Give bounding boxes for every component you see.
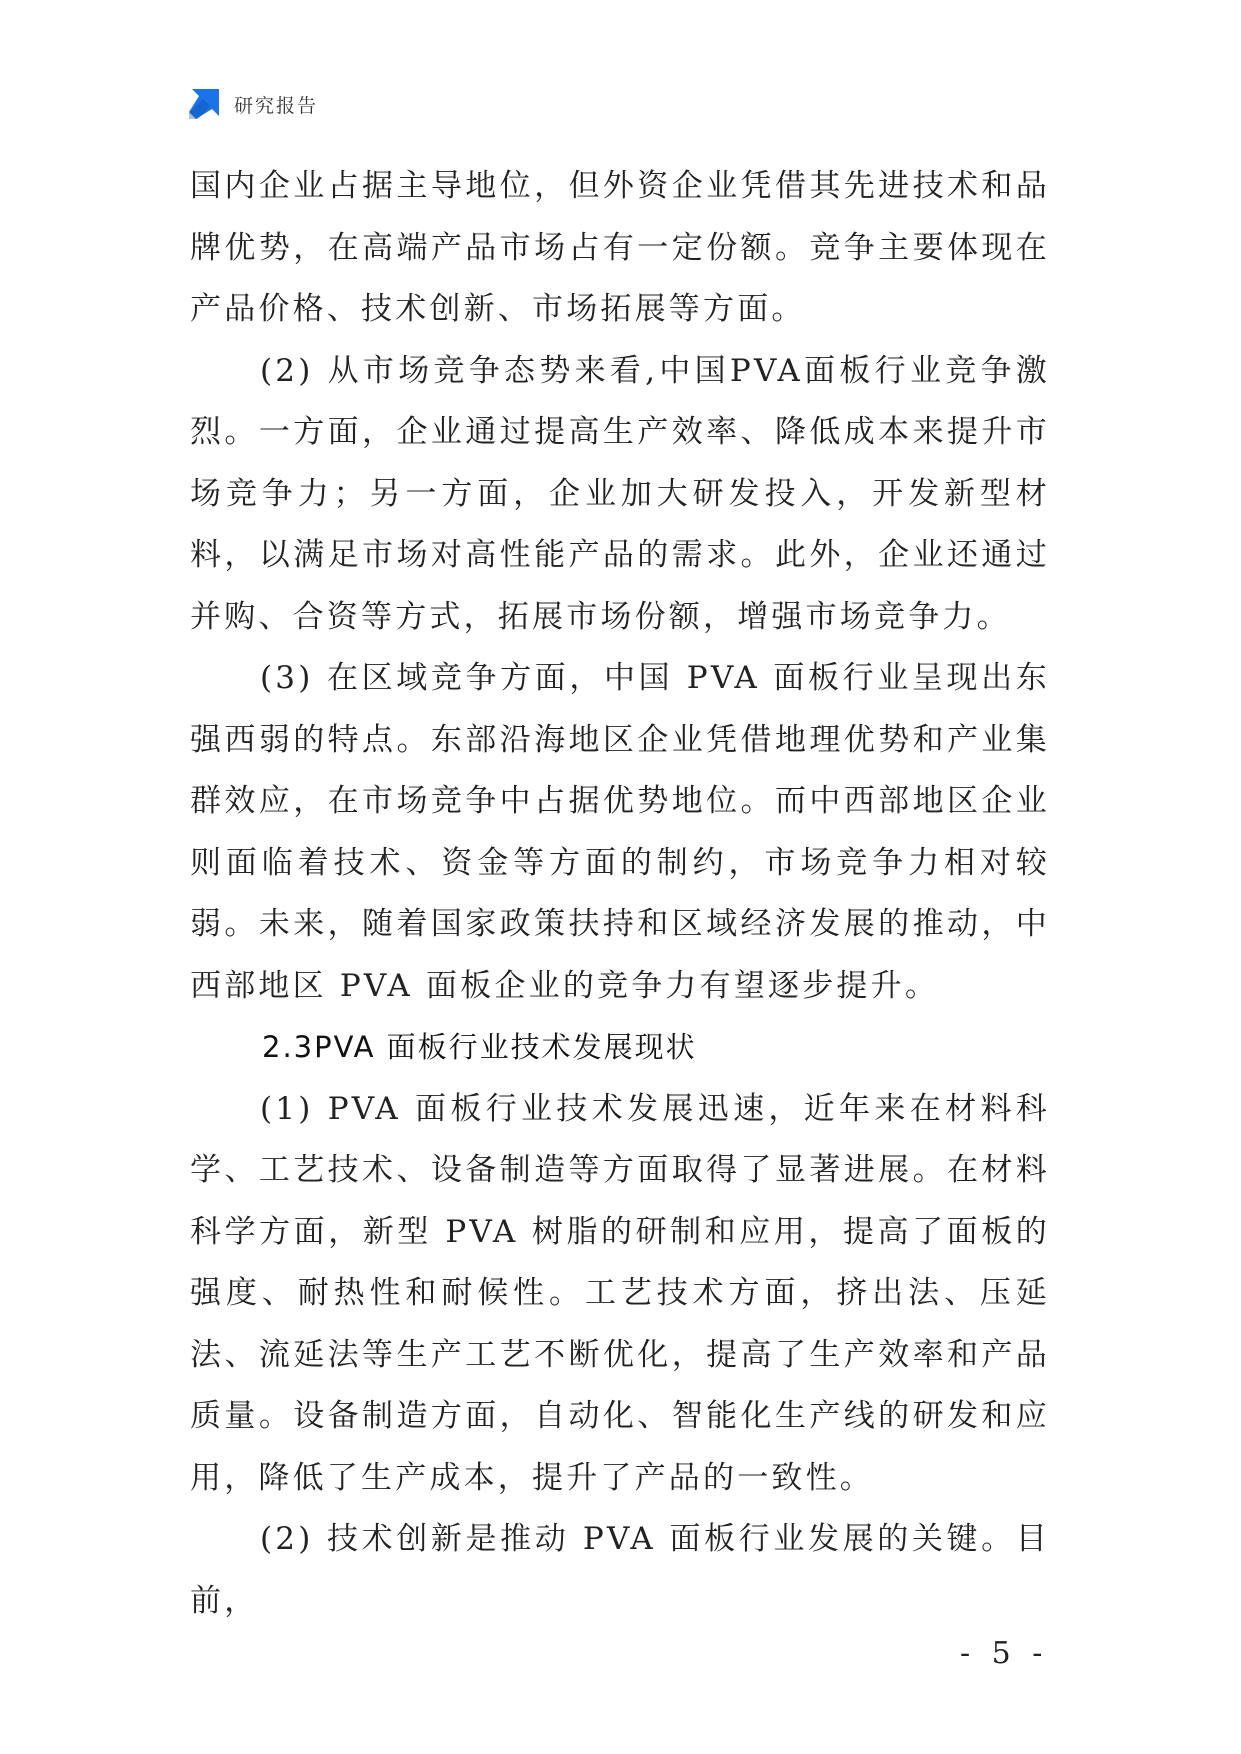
- paragraph-intro: 国内企业占据主导地位，但外资企业凭借其先进技术和品牌优势，在高端产品市场占有一定份额。竞争主要体现在产品价格、技术创新、市场拓展等方面。: [190, 168, 1050, 327]
- paragraph-tech-innovation: (2) 技术创新是推动 PVA 面板行业发展的关键。目前，: [190, 1521, 1050, 1619]
- arrow-up-right-icon: [188, 88, 220, 120]
- document-body: [190, 156, 1050, 1632]
- paragraph-regional-competition: (3) 在区域竞争方面，中国 PVA 面板行业呈现出东强西弱的特点。东部沿海地区企业凭借地理优势和产业集群效应，在市场竞争中占据优势地位。而中西部地区企业则面临着技术、资金等方面的制约，市场竞争力相对较弱。未来，随着国家政策扶持和区域经济发展的推动，中西部地区 PVA 面板企业的竞争力有望逐步提升。: [190, 660, 1050, 1004]
- report-header: [188, 88, 318, 120]
- paragraph-tech-development: (1) PVA 面板行业技术发展迅速，近年来在材料科学、工艺技术、设备制造等方面取得了显著进展。在材料科学方面，新型 PVA 树脂的研制和应用，提高了面板的强度、耐热性和耐候性。工艺技术方面，挤出法、压延法、流延法等生产工艺不断优化，提高了生产效率和产品质量。设备制造方面，自动化、智能化生产线的研发和应用，降低了生产成本，提升了产品的一致性。: [190, 1090, 1050, 1496]
- section-heading: 2.3PVA 面板行业技术发展现状: [262, 1030, 697, 1064]
- paragraph-market-competition: (2) 从市场竞争态势来看,中国PVA面板行业竞争激烈。一方面，企业通过提高生产效率、降低成本来提升市场竞争力；另一方面，企业加大研发投入，开发新型材料，以满足市场对高性能产品的需求。此外，企业还通过并购、合资等方式，拓展市场份额，增强市场竞争力。: [190, 352, 1050, 635]
- page-number: - 5 -: [960, 1636, 1049, 1671]
- header-title: 研究报告: [234, 94, 319, 117]
